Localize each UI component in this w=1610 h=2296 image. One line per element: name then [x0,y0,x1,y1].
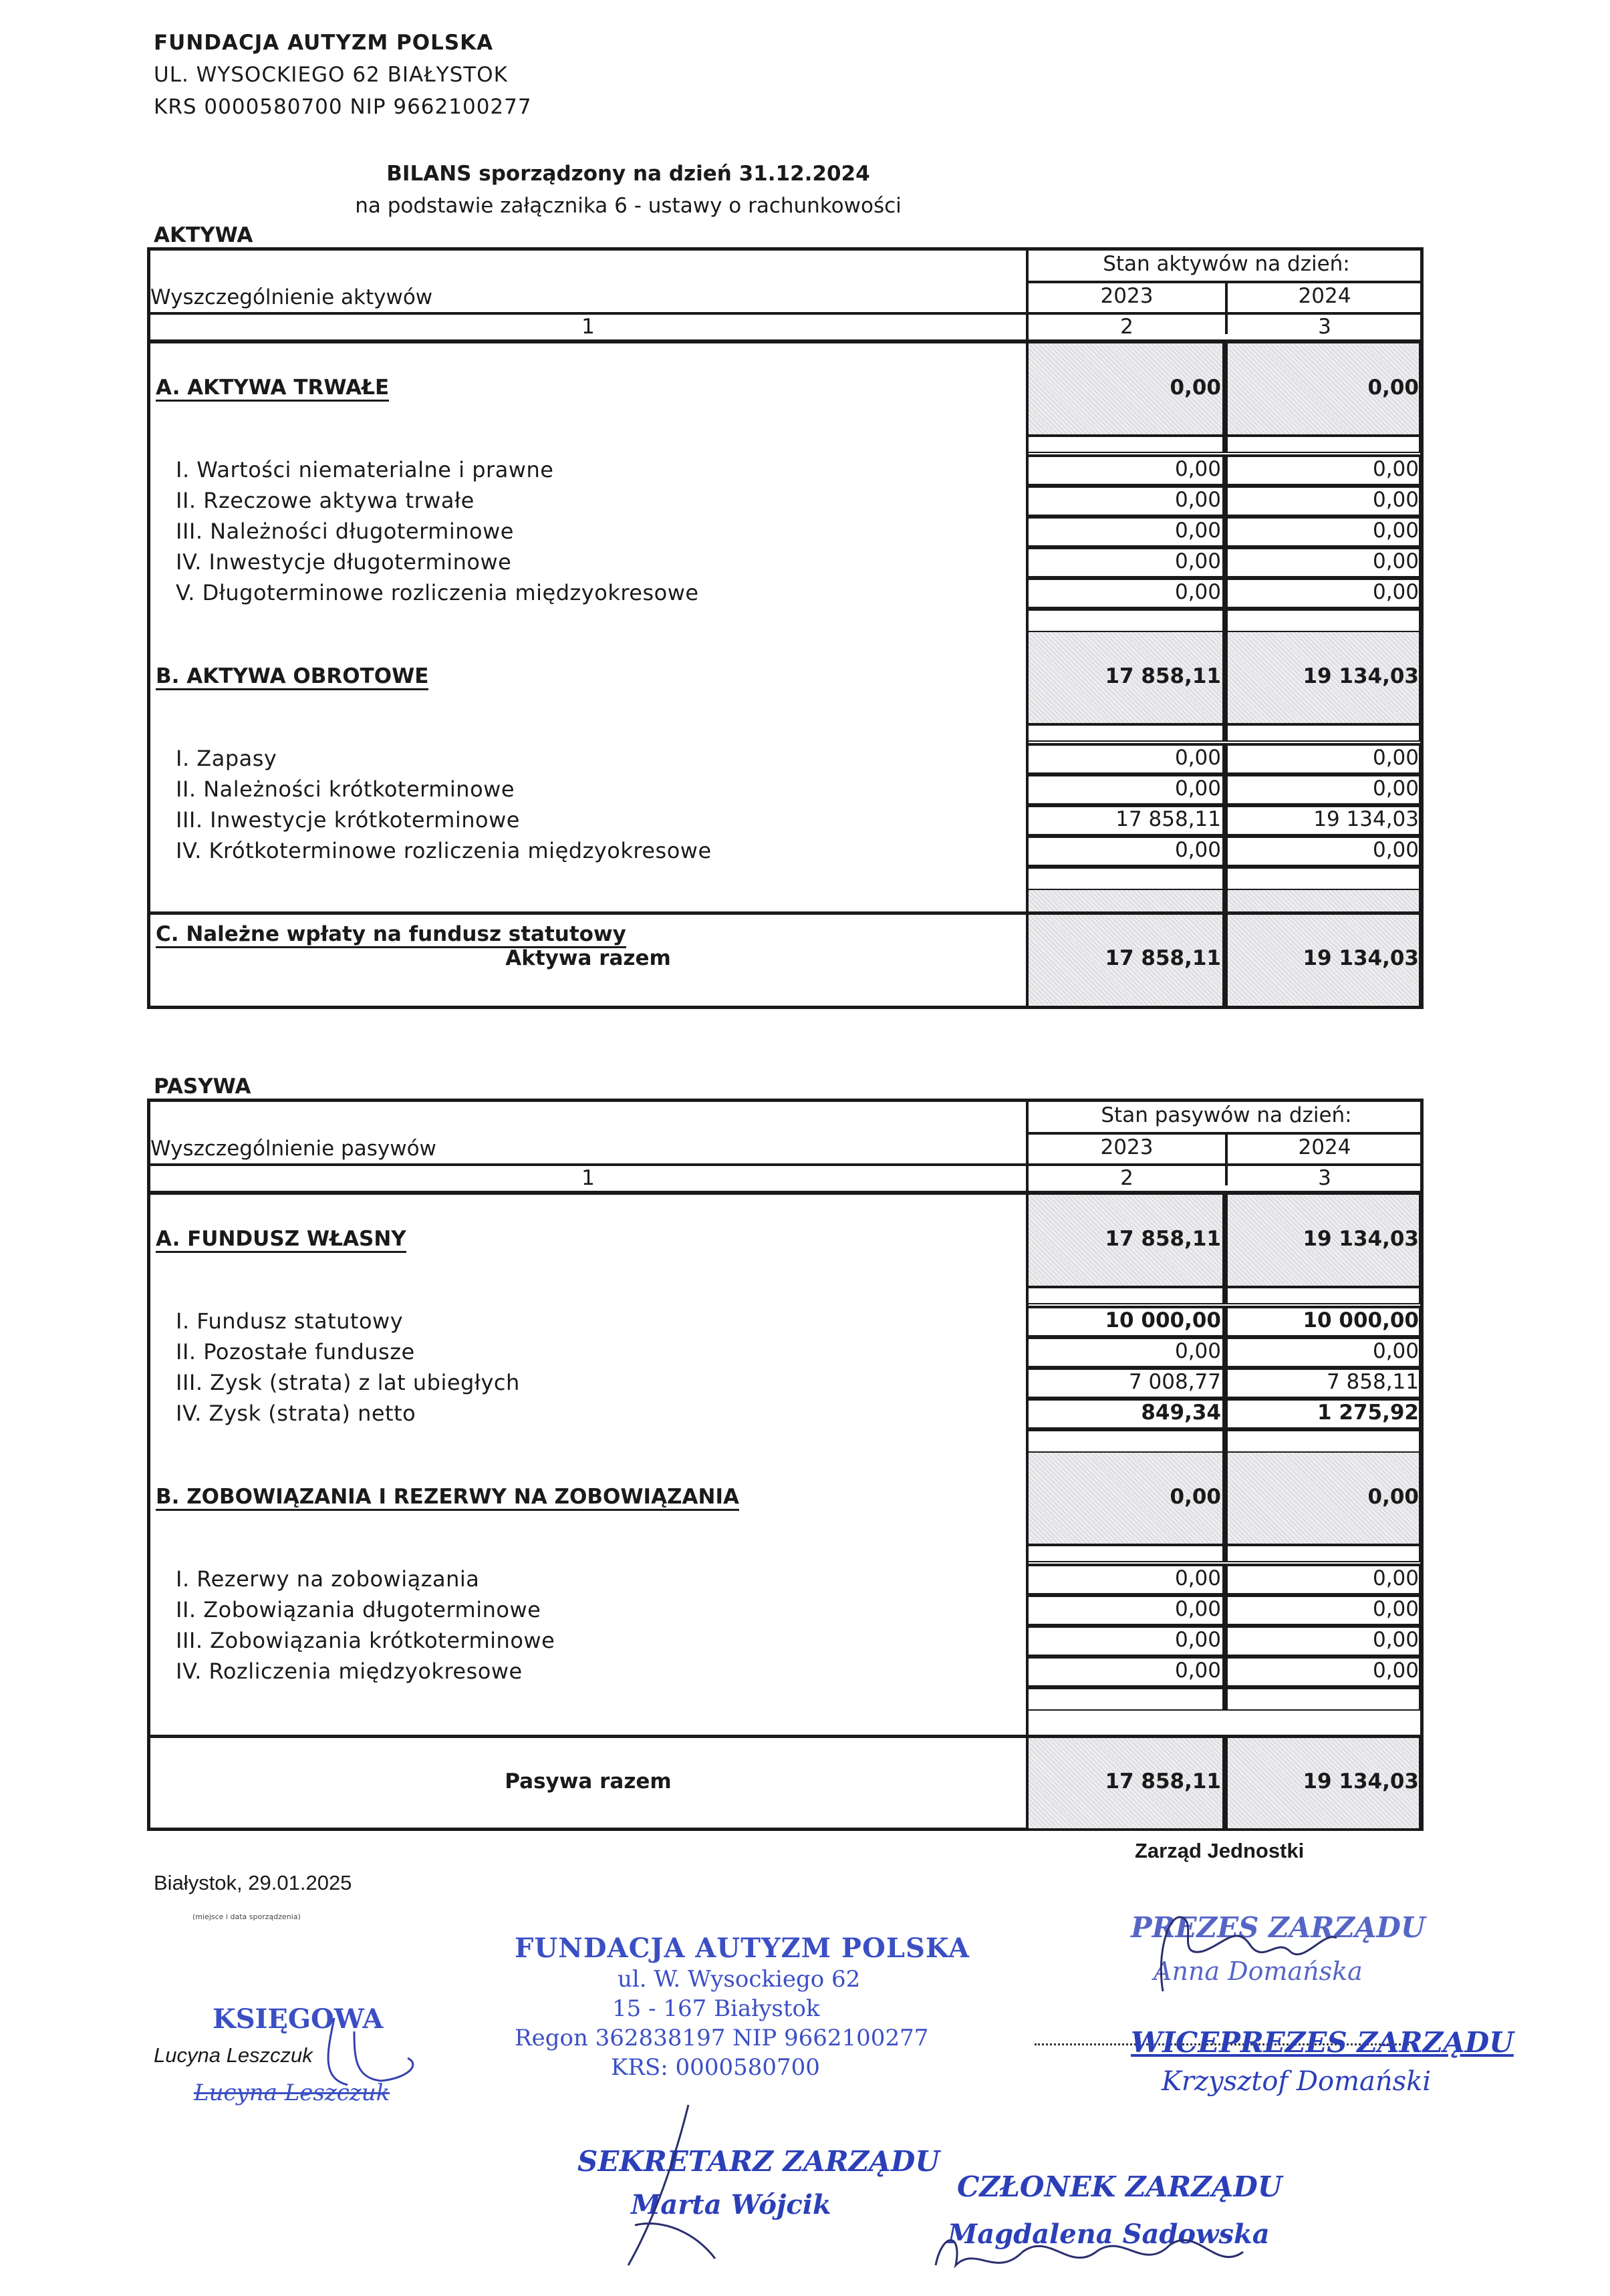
aktywa-item-label: I. Wartości niematerialne i prawne [176,457,554,482]
aktywa-group-label: B. AKTYWA OBROTOWE [156,664,428,690]
aktywa-year-2024: 2024 [1298,284,1351,308]
pasywa-item-value-2024: 7 858,11 [1326,1370,1419,1394]
pasywa-item-value-2024: 0,00 [1372,1566,1419,1590]
pasywa-col-state: Stan pasywów na dzień: [1101,1103,1352,1127]
aktywa-spacer-2023 [1026,723,1225,742]
stamp-city: 15 - 167 Białystok [612,1995,820,2022]
pasywa-spacer-after-2023 [1026,1687,1225,1711]
aktywa-table [147,247,1424,1009]
org-name: FUNDACJA AUTYZM POLSKA [154,31,494,55]
pasywa-item-value-2023: 10 000,00 [1105,1308,1221,1332]
aktywa-item-value-2023: 17 858,11 [1115,807,1221,831]
accountant-signature [307,2011,428,2105]
pasywa-group-value-2024: 0,00 [1367,1485,1419,1509]
aktywa-item-value-2023: 0,00 [1174,776,1221,801]
pasywa-item-label: II. Zobowiązania długoterminowe [176,1597,541,1622]
pasywa-spacer-after-2024 [1225,1687,1422,1711]
aktywa-item-label: I. Zapasy [176,746,277,771]
pasywa-item-value-2024: 0,00 [1372,1628,1419,1652]
aktywa-item-value-2023: 0,00 [1174,519,1221,543]
aktywa-group-label: C. Należne wpłaty na fundusz statutowy [156,922,626,948]
pasywa-item-label: IV. Zysk (strata) netto [176,1401,416,1426]
pasywa-col-desc: Wyszczególnienie pasywów [150,1137,436,1161]
aktywa-item-value-2023: 0,00 [1174,457,1221,481]
aktywa-item-label: IV. Krótkoterminowe rozliczenia międzyokresowe [176,838,712,863]
doc-subtitle: na podstawie załącznika 6 - ustawy o rachunkowości [355,194,902,218]
aktywa-item-value-2024: 0,00 [1372,776,1419,801]
aktywa-spacer-after-2024 [1225,866,1422,890]
vice-title: WICEPREZES ZARZĄDU [1131,2026,1514,2059]
pasywa-colnum-1: 1 [581,1166,595,1190]
aktywa-item-value-2024: 0,00 [1372,838,1419,862]
aktywa-spacer-after-2023 [1026,866,1225,890]
aktywa-group-value-2024: 19 134,03 [1303,664,1419,688]
aktywa-item-label: IV. Inwestycje długoterminowe [176,549,512,575]
aktywa-colnum-1: 1 [581,315,595,339]
aktywa-group-value-2023: 17 858,11 [1105,664,1221,688]
pasywa-year-2023: 2023 [1100,1135,1154,1159]
pasywa-item-value-2023: 0,00 [1174,1597,1221,1621]
secretary-signature [615,2098,749,2272]
pasywa-group-value-2024: 19 134,03 [1303,1227,1419,1251]
aktywa-item-value-2023: 0,00 [1174,549,1221,573]
org-address: UL. WYSOCKIEGO 62 BIAŁYSTOK [154,63,508,87]
aktywa-group-value-2024: 0,00 [1367,376,1419,400]
member-title: CZŁONEK ZARZĄDU [957,2170,1283,2203]
pasywa-spacer-2024 [1225,1286,1422,1304]
aktywa-item-value-2024: 0,00 [1372,488,1419,512]
aktywa-item-label: III. Inwestycje krótkoterminowe [176,807,520,833]
aktywa-total-value-2024: 19 134,03 [1303,946,1419,970]
secretary-name: Marta Wójcik [631,2189,831,2220]
pasywa-spacer-after-2023 [1026,1429,1225,1453]
pasywa-year-2024: 2024 [1298,1135,1351,1159]
pasywa-colnum-2: 2 [1120,1166,1133,1190]
vice-name: Krzysztof Domański [1162,2066,1432,2097]
aktywa-item-value-2024: 0,00 [1372,549,1419,573]
pasywa-item-label: I. Rezerwy na zobowiązania [176,1566,480,1592]
aktywa-year-2023: 2023 [1100,284,1154,308]
pasywa-spacer-2023 [1026,1286,1225,1304]
stamp-regon-nip: Regon 362838197 NIP 9662100277 [515,2025,929,2051]
pasywa-item-label: III. Zysk (strata) z lat ubiegłych [176,1370,520,1395]
accountant-name: Lucyna Leszczuk [154,2043,313,2067]
pasywa-item-label: II. Pozostałe fundusze [176,1339,415,1365]
aktywa-heading: AKTYWA [154,223,279,249]
aktywa-item-value-2024: 0,00 [1372,457,1419,481]
aktywa-spacer-after-2024 [1225,608,1422,632]
pasywa-item-value-2023: 0,00 [1174,1566,1221,1590]
aktywa-spacer-2024 [1225,723,1422,742]
place-date-caption: (miejsce i data sporządzenia) [192,1912,301,1921]
pasywa-group-value-2023: 17 858,11 [1105,1227,1221,1251]
pasywa-heading: PASYWA [154,1074,277,1101]
president-title: PREZES ZARZĄDU [1131,1911,1426,1944]
pasywa-item-value-2024: 10 000,00 [1303,1308,1419,1332]
aktywa-item-value-2023: 0,00 [1174,746,1221,770]
pasywa-spacer-2024 [1225,1544,1422,1562]
pasywa-total-value-2024: 19 134,03 [1303,1769,1419,1793]
pasywa-item-value-2024: 0,00 [1372,1339,1419,1363]
aktywa-colnum-3: 3 [1318,315,1331,339]
aktywa-spacer-2024 [1225,434,1422,453]
pasywa-group-label: B. ZOBOWIĄZANIA I REZERWY NA ZOBOWIĄZANIA [156,1485,739,1511]
secretary-title: SEKRETARZ ZARZĄDU [577,2145,940,2178]
aktywa-item-label: V. Długoterminowe rozliczenia międzyokresowe [176,580,699,605]
president-signature [1123,1898,1350,1998]
aktywa-item-label: II. Należności krótkoterminowe [176,776,515,802]
aktywa-item-value-2024: 19 134,03 [1313,807,1419,831]
pasywa-item-value-2024: 1 275,92 [1317,1401,1419,1425]
pasywa-table [147,1099,1424,1831]
aktywa-col-desc: Wyszczególnienie aktywów [150,285,433,309]
pasywa-item-value-2024: 0,00 [1372,1597,1419,1621]
pasywa-group-value-2023: 0,00 [1170,1485,1221,1509]
pasywa-item-value-2023: 0,00 [1174,1659,1221,1683]
member-signature [922,2205,1270,2285]
aktywa-total-label: Aktywa razem [505,946,671,970]
aktywa-item-value-2023: 0,00 [1174,488,1221,512]
aktywa-group-value-2023: 0,00 [1170,376,1221,400]
aktywa-spacer-after-2023 [1026,608,1225,632]
aktywa-item-value-2023: 0,00 [1174,580,1221,604]
org-ids: KRS 0000580700 NIP 9662100277 [154,95,532,119]
pasywa-item-label: III. Zobowiązania krótkoterminowe [176,1628,555,1653]
stamp-org-name: FUNDACJA AUTYZM POLSKA [515,1932,970,1964]
aktywa-item-value-2024: 0,00 [1372,580,1419,604]
stamp-street: ul. W. Wysockiego 62 [618,1966,861,1993]
aktywa-colnum-2: 2 [1120,315,1133,339]
pasywa-spacer-2023 [1026,1544,1225,1562]
pasywa-colnum-3: 3 [1318,1166,1331,1190]
aktywa-total-value-2023: 17 858,11 [1105,946,1221,970]
aktywa-item-label: II. Rzeczowe aktywa trwałe [176,488,475,513]
aktywa-item-value-2023: 0,00 [1174,838,1221,862]
accountant-stamp-name: Lucyna Leszczuk [194,2079,390,2106]
accountant-title: KSIĘGOWA [213,2003,384,2035]
member-name: Magdalena Sadowska [948,2218,1270,2250]
president-name: Anna Domańska [1154,1957,1363,1986]
place-date: Białystok, 29.01.2025 [154,1871,352,1894]
pasywa-spacer-after-2024 [1225,1429,1422,1453]
aktywa-col-state: Stan aktywów na dzień: [1103,252,1350,276]
aktywa-item-value-2024: 0,00 [1372,519,1419,543]
pasywa-group-label: A. FUNDUSZ WŁASNY [156,1227,406,1253]
pasywa-item-value-2023: 849,34 [1141,1401,1221,1425]
pasywa-item-value-2023: 7 008,77 [1128,1370,1221,1394]
doc-title: BILANS sporządzony na dzień 31.12.2024 [386,162,870,186]
pasywa-item-label: I. Fundusz statutowy [176,1308,404,1334]
pasywa-total-value-2023: 17 858,11 [1105,1769,1221,1793]
stamp-krs: KRS: 0000580700 [611,2054,820,2081]
pasywa-item-value-2023: 0,00 [1174,1628,1221,1652]
aktywa-item-value-2024: 0,00 [1372,746,1419,770]
aktywa-group-label: A. AKTYWA TRWAŁE [156,376,389,402]
pasywa-total-label: Pasywa razem [505,1769,672,1793]
aktywa-spacer-2023 [1026,434,1225,453]
pasywa-item-value-2023: 0,00 [1174,1339,1221,1363]
board-label: Zarząd Jednostki [1135,1839,1305,1862]
aktywa-item-label: III. Należności długoterminowe [176,519,514,544]
pasywa-item-value-2024: 0,00 [1372,1659,1419,1683]
pasywa-item-label: IV. Rozliczenia międzyokresowe [176,1659,523,1684]
